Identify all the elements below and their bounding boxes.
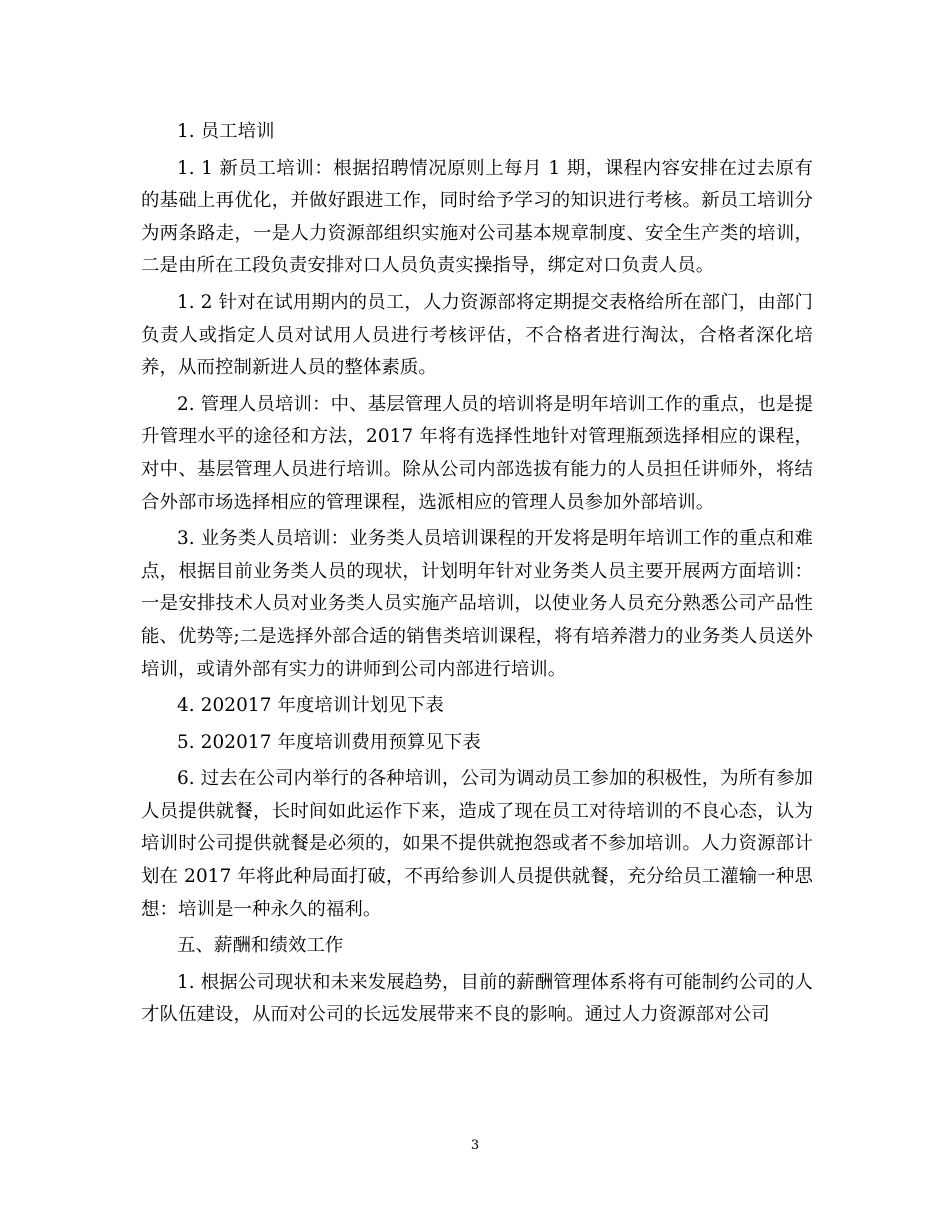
paragraph-management-training: 2. 管理人员培训：中、基层管理人员的培训将是明年培训工作的重点，也是提升管理水平的途径和方法，2017 年将有选择性地针对管理瓶颈选择相应的课程，对中、基层管理人员进行培训。除从公司内部选拔有能力的人员担任讲师外，将结合外部市场选择相应的管理课程，选派相应的管理人员参加外部培训。 — [141, 393, 813, 513]
heading-compensation-performance: 五、薪酬和绩效工作 — [177, 935, 344, 957]
paragraph-compensation-status: 1. 根据公司现状和未来发展趋势，目前的薪酬管理体系将有可能制约公司的人才队伍建设，从而对公司的长远发展带来不良的影响。通过人力资源部对公司 — [141, 971, 813, 1026]
paragraph-training-plan: 4. 202017 年度培训计划见下表 — [177, 695, 444, 717]
paragraph-new-staff-training: 1. 1 新员工培训：根据招聘情况原则上每月 1 期，课程内容安排在过去原有的基础上再优化，并做好跟进工作，同时给予学习的知识进行考核。新员工培训分为两条路走，一是人力资源部组织实施对公司基本规章制度、安全生产类的培训，二是由所在工段负责安排对口人员负责实操指导，绑定对口负责人员。 — [141, 157, 813, 277]
paragraph-probation-staff: 1. 2 针对在试用期内的员工，人力资源部将定期提交表格给所在部门，由部门负责人或指定人员对试用人员进行考核评估，不合格者进行淘汰，合格者深化培养，从而控制新进人员的整体素质。 — [141, 291, 813, 379]
paragraph-sales-training: 3. 业务类人员培训：业务类人员培训课程的开发将是明年培训工作的重点和难点，根据目前业务类人员的现状，计划明年针对业务类人员主要开展两方面培训：一是安排技术人员对业务类人员实施产品培训，以使业务人员充分熟悉公司产品性能、优势等;二是选择外部合适的销售类培训课程，将有培养潜力的业务类人员送外培训，或请外部有实力的讲师到公司内部进行培训。 — [141, 528, 813, 680]
paragraph-training-meals: 6. 过去在公司内举行的各种培训，公司为调动员工参加的积极性，为所有参加人员提供就餐，长时间如此运作下来，造成了现在员工对待培训的不良心态，认为培训时公司提供就餐是必须的，如果不提供就抱怨或者不参加培训。人力资源部计划在 2017 年将此种局面打破，不再给参训人员提供就餐，充分给员工灌输一种思想：培训是一种永久的福利。 — [141, 768, 813, 920]
page-number: 3 — [470, 1138, 480, 1153]
document-body — [141, 116, 813, 1032]
paragraph-training-budget: 5. 202017 年度培训费用预算见下表 — [177, 731, 481, 753]
heading-staff-training: 1. 员工培训 — [177, 121, 275, 142]
